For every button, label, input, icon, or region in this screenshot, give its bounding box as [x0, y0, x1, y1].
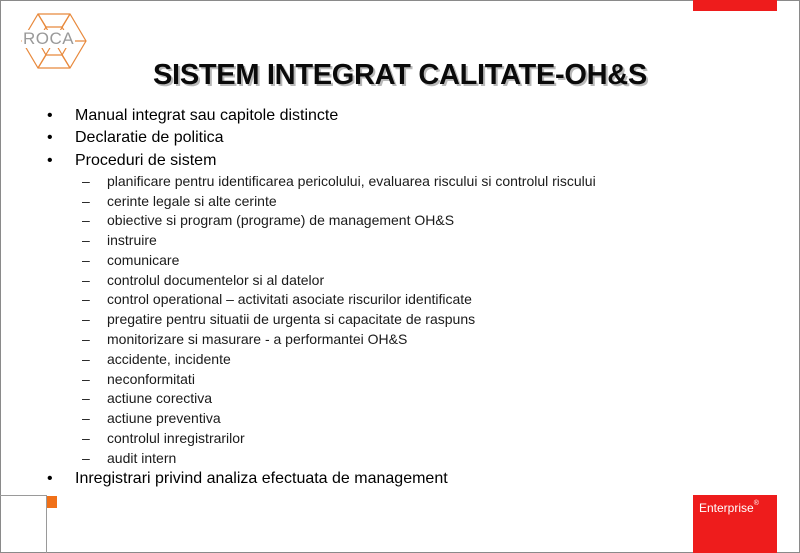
- footer-divider: [0, 495, 47, 496]
- dash-icon: –: [82, 232, 90, 248]
- list-item: • Proceduri de sistem: [47, 152, 217, 169]
- dash-icon: –: [82, 173, 90, 189]
- dash-icon: –: [82, 430, 90, 446]
- enterprise-badge: [693, 495, 777, 553]
- dash-icon: –: [82, 351, 90, 367]
- orange-square-decoration: [47, 496, 57, 508]
- bullet-icon: •: [47, 152, 53, 169]
- sub-list-item: – cerinte legale si alte cerinte: [82, 193, 277, 209]
- dash-icon: –: [82, 390, 90, 406]
- bullet-icon: •: [47, 129, 53, 146]
- sub-list-item: – accidente, incidente: [82, 351, 231, 367]
- sub-list-item: – controlul documentelor si al datelor: [82, 272, 325, 288]
- dash-icon: –: [82, 311, 90, 327]
- sub-list-item: – monitorizare si masurare - a performantei OH&S: [82, 331, 408, 347]
- sub-list-item: – audit intern: [82, 450, 177, 466]
- enterprise-label: Enterprise®: [699, 500, 759, 515]
- list-item: • Declaratie de politica: [47, 129, 224, 146]
- dash-icon: –: [82, 371, 90, 387]
- logo-text: ROCA: [23, 29, 75, 48]
- dash-icon: –: [82, 193, 90, 209]
- sub-list-item: – actiune preventiva: [82, 410, 221, 426]
- sub-list-item: – pregatire pentru situatii de urgenta si capacitate de raspuns: [82, 311, 476, 327]
- sub-list-item: – comunicare: [82, 252, 180, 268]
- sub-list-item: – controlul inregistrarilor: [82, 430, 245, 446]
- dash-icon: –: [82, 272, 90, 288]
- dash-icon: –: [82, 291, 90, 307]
- dash-icon: –: [82, 410, 90, 426]
- dash-icon: –: [82, 450, 90, 466]
- registered-mark: ®: [753, 500, 759, 507]
- list-item: • Manual integrat sau capitole distincte: [47, 107, 339, 124]
- dash-icon: –: [82, 252, 90, 268]
- sub-list-item: – obiective si program (programe) de management OH&S: [82, 212, 455, 228]
- sub-list-item: – control operational – activitati asociate riscurilor identificate: [82, 291, 472, 307]
- bullet-icon: •: [47, 470, 53, 487]
- sub-list-item: – actiune corectiva: [82, 390, 213, 406]
- slide-title: SISTEM INTEGRAT CALITATE-OH&S: [153, 59, 647, 91]
- dash-icon: –: [82, 331, 90, 347]
- list-item: • Inregistrari privind analiza efectuata de management: [47, 470, 448, 487]
- bullet-icon: •: [47, 107, 53, 124]
- sub-list-item: – instruire: [82, 232, 157, 248]
- sub-list-item: – planificare pentru identificarea pericolului, evaluarea riscului si controlul riscului: [82, 173, 596, 189]
- dash-icon: –: [82, 212, 90, 228]
- sub-list-item: – neconformitati: [82, 371, 195, 387]
